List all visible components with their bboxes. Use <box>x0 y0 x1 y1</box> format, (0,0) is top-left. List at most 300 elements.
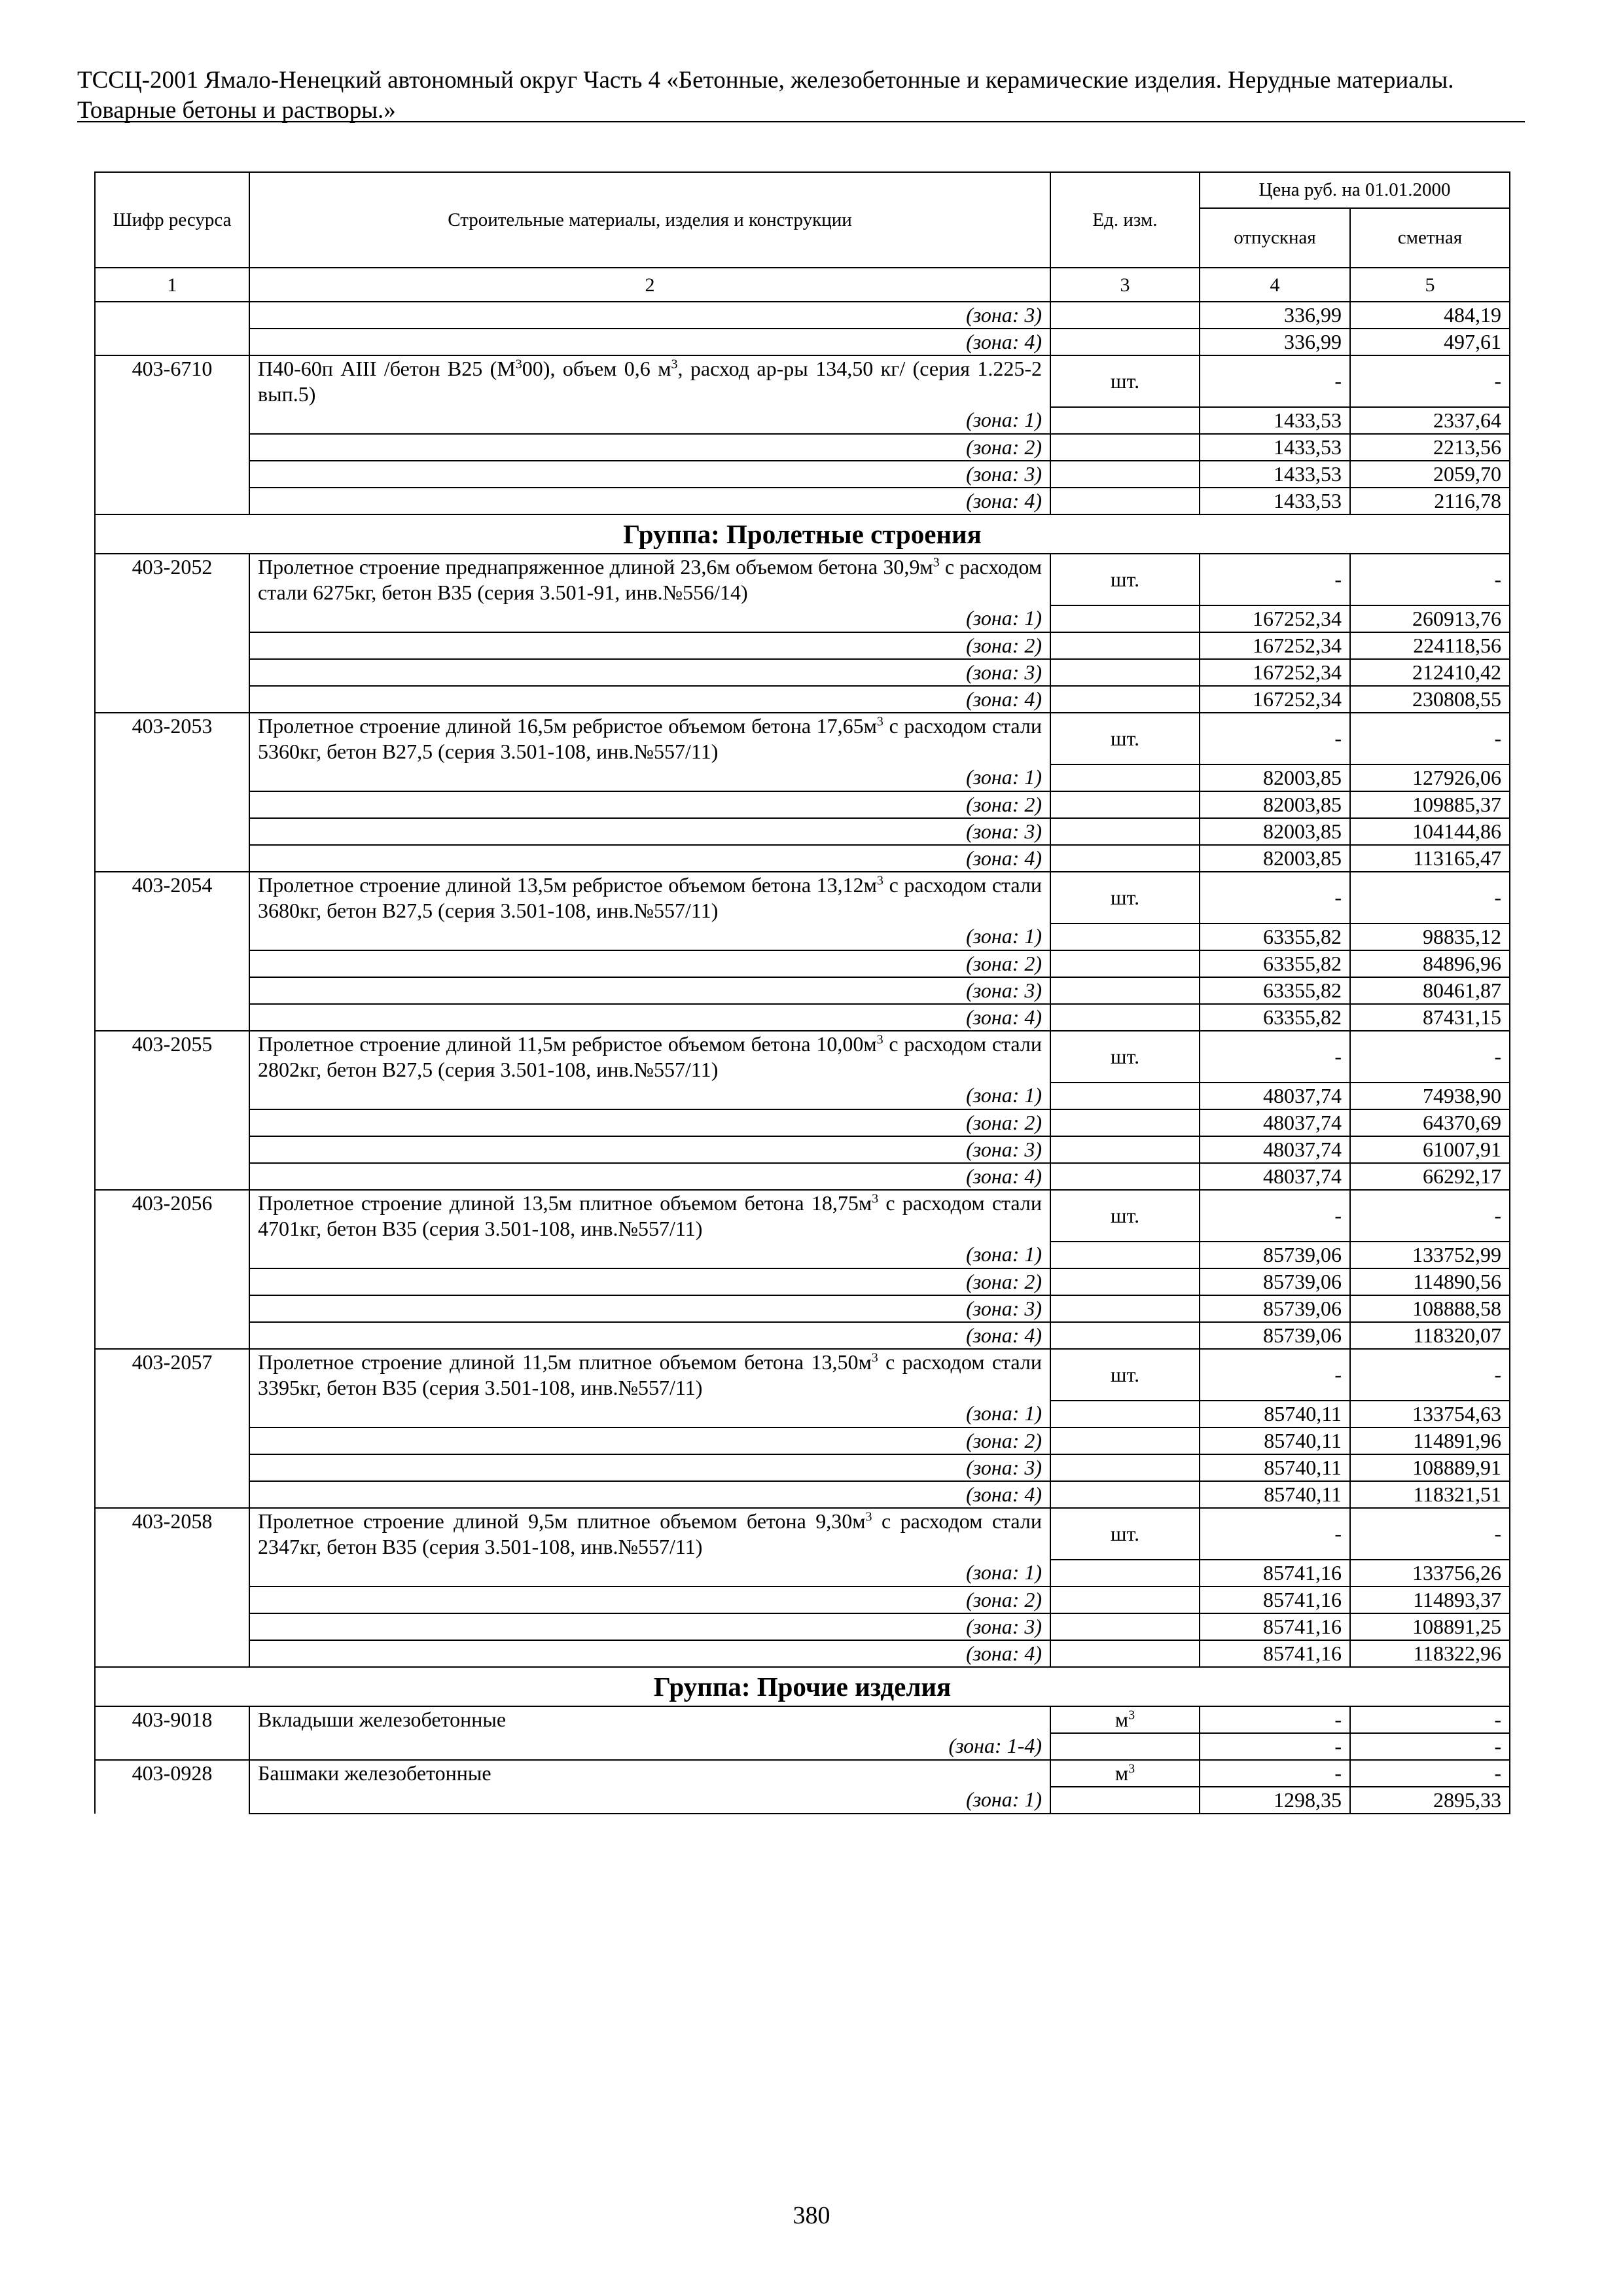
unit-cell <box>1050 554 1200 605</box>
estimate-price: 133754,63 <box>1350 1401 1510 1427</box>
header-price: Цена руб. на 01.01.2000 <box>1200 172 1510 208</box>
zone-row <box>95 791 1510 818</box>
zone-unit-cell <box>1050 1109 1200 1136</box>
resource-code: 403-2056 <box>95 1190 249 1242</box>
zone-code-cell <box>95 1560 249 1587</box>
zone-unit-cell <box>1050 1268 1200 1295</box>
group-title: Группа: Прочие изделия <box>95 1667 1510 1706</box>
zone-unit-cell <box>1050 329 1200 355</box>
estimate-price: 2116,78 <box>1350 488 1510 514</box>
estimate-price: 80461,87 <box>1350 977 1510 1004</box>
header-unit: Ед. изм. <box>1050 172 1200 268</box>
release-price: 85740,11 <box>1200 1401 1350 1427</box>
release-price: 85739,06 <box>1200 1242 1350 1268</box>
zone-row <box>95 1083 1510 1109</box>
zone-row <box>95 1322 1510 1349</box>
release-price: 85739,06 <box>1200 1295 1350 1322</box>
zone-unit-cell <box>1050 924 1200 950</box>
zone-code-cell <box>95 1004 249 1031</box>
estimate-price: 108889,91 <box>1350 1454 1510 1481</box>
zone-row <box>95 1109 1510 1136</box>
zone-label: (зона: 1) <box>249 924 1050 950</box>
zone-label: (зона: 4) <box>249 488 1050 514</box>
desc-superscript: 3 <box>865 1509 872 1524</box>
zone-code-cell <box>95 1733 249 1760</box>
zone-label: (зона: 1) <box>249 1560 1050 1587</box>
zone-label: (зона: 1-4) <box>249 1733 1050 1760</box>
zone-row <box>95 407 1510 434</box>
estimate-price: - <box>1350 1733 1510 1760</box>
estimate-price: 98835,12 <box>1350 924 1510 950</box>
zone-code-cell <box>95 632 249 659</box>
zone-label: (зона: 3) <box>249 977 1050 1004</box>
item-description: Вкладыши железобетонные <box>249 1706 1050 1733</box>
zone-row <box>95 1733 1510 1760</box>
zone-unit-cell <box>1050 1322 1200 1349</box>
zone-row <box>95 818 1510 845</box>
item-row <box>95 554 1510 605</box>
zone-code-cell <box>95 950 249 977</box>
item-row <box>95 1760 1510 1787</box>
release-price: 85741,16 <box>1200 1587 1350 1613</box>
zone-row <box>95 632 1510 659</box>
unit-text: м <box>1115 1708 1129 1731</box>
group-row <box>95 1667 1510 1706</box>
desc-text: с расходом стали 6275кг, бетон В35 (серия 3.501-91, инв.№556/14) <box>258 555 1042 604</box>
estimate-price: - <box>1350 1706 1510 1733</box>
zone-unit-cell <box>1050 791 1200 818</box>
release-price: 1298,35 <box>1200 1787 1350 1814</box>
item-row <box>95 1508 1510 1560</box>
zone-code-cell <box>95 329 249 355</box>
zone-unit-cell <box>1050 659 1200 686</box>
estimate-price: 230808,55 <box>1350 686 1510 713</box>
zone-code-cell <box>95 791 249 818</box>
estimate-price: 118320,07 <box>1350 1322 1510 1349</box>
estimate-price: 118321,51 <box>1350 1481 1510 1508</box>
estimate-price: 212410,42 <box>1350 659 1510 686</box>
zone-row <box>95 461 1510 488</box>
release-price: - <box>1200 1733 1350 1760</box>
resource-code: 403-2055 <box>95 1031 249 1083</box>
release-price: - <box>1200 1706 1350 1733</box>
zone-label: (зона: 4) <box>249 329 1050 355</box>
release-price: 82003,85 <box>1200 791 1350 818</box>
item-row <box>95 1706 1510 1733</box>
zone-unit-cell <box>1050 1004 1200 1031</box>
estimate-price: 497,61 <box>1350 329 1510 355</box>
zone-label: (зона: 4) <box>249 686 1050 713</box>
estimate-price: 108888,58 <box>1350 1295 1510 1322</box>
zone-code-cell <box>95 1454 249 1481</box>
resource-code: 403-2058 <box>95 1508 249 1560</box>
release-price: 63355,82 <box>1200 977 1350 1004</box>
desc-text: с расходом стали 5360кг, бетон В27,5 (серия 3.501-108, инв.№557/11) <box>258 714 1043 763</box>
zone-unit-cell <box>1050 686 1200 713</box>
zone-unit-cell <box>1050 1427 1200 1454</box>
unit-cell <box>1050 713 1200 764</box>
zone-label: (зона: 2) <box>249 1587 1050 1613</box>
estimate-price: 133756,26 <box>1350 1560 1510 1587</box>
desc-text: , расход ар-ры 134,50 кг/ (серия 1.225-2 вып.5) <box>258 357 1043 406</box>
release-price: 85740,11 <box>1200 1427 1350 1454</box>
zone-unit-cell <box>1050 1136 1200 1163</box>
resource-code: 403-9018 <box>95 1706 249 1733</box>
zone-code-cell <box>95 302 249 329</box>
estimate-price: 114891,96 <box>1350 1427 1510 1454</box>
zone-label: (зона: 3) <box>249 461 1050 488</box>
unit-superscript: 3 <box>1128 1708 1135 1723</box>
release-price: 336,99 <box>1200 302 1350 329</box>
zone-label: (зона: 1) <box>249 1787 1050 1814</box>
estimate-price: 114890,56 <box>1350 1268 1510 1295</box>
zone-unit-cell <box>1050 1640 1200 1667</box>
zone-label: (зона: 3) <box>249 1136 1050 1163</box>
unit-cell <box>1050 1508 1200 1560</box>
desc-superscript: 3 <box>871 1350 878 1365</box>
desc-text: Пролетное строение преднапряженное длиной 23,6м объемом бетона 30,9м <box>258 555 933 579</box>
estimate-price: 484,19 <box>1350 302 1510 329</box>
zone-code-cell <box>95 1322 249 1349</box>
zone-code-cell <box>95 605 249 632</box>
zone-code-cell <box>95 924 249 950</box>
zone-code-cell <box>95 1163 249 1190</box>
zone-label: (зона: 3) <box>249 1454 1050 1481</box>
document-header <box>77 65 1525 126</box>
release-price: 85740,11 <box>1200 1454 1350 1481</box>
zone-unit-cell <box>1050 764 1200 791</box>
zone-code-cell <box>95 977 249 1004</box>
release-price: 1433,53 <box>1200 434 1350 461</box>
estimate-price: 104144,86 <box>1350 818 1510 845</box>
item-row <box>95 1190 1510 1242</box>
zone-row <box>95 1242 1510 1268</box>
desc-superscript: 3 <box>933 555 940 570</box>
estimate-price: 64370,69 <box>1350 1109 1510 1136</box>
item-description <box>249 1190 1050 1242</box>
unit-text: шт. <box>1110 369 1140 393</box>
zone-code-cell <box>95 461 249 488</box>
column-number: 5 <box>1350 268 1510 302</box>
desc-text: с расходом стали 3680кг, бетон В27,5 (серия 3.501-108, инв.№557/11) <box>258 873 1043 922</box>
zone-code-cell <box>95 1136 249 1163</box>
item-description <box>249 355 1050 407</box>
desc-superscript: 3 <box>515 357 522 372</box>
desc-text: Пролетное строение длиной 11,5м ребристое объемом бетона 10,00м <box>258 1032 877 1056</box>
header-line-2: Товарные бетоны и растворы.» <box>77 97 396 124</box>
zone-label: (зона: 4) <box>249 1481 1050 1508</box>
zone-unit-cell <box>1050 1787 1200 1814</box>
header-rule <box>77 121 1525 122</box>
estimate-price: - <box>1350 554 1510 605</box>
desc-superscript: 3 <box>876 1032 883 1047</box>
zone-label: (зона: 2) <box>249 632 1050 659</box>
zone-unit-cell <box>1050 407 1200 434</box>
zone-unit-cell <box>1050 1295 1200 1322</box>
zone-row <box>95 686 1510 713</box>
zone-row <box>95 845 1510 872</box>
desc-superscript: 3 <box>876 873 883 888</box>
desc-superscript: 3 <box>671 357 678 372</box>
release-price: - <box>1200 1760 1350 1787</box>
zone-row <box>95 302 1510 329</box>
release-price: 63355,82 <box>1200 950 1350 977</box>
release-price: 1433,53 <box>1200 407 1350 434</box>
zone-unit-cell <box>1050 605 1200 632</box>
zone-unit-cell <box>1050 1454 1200 1481</box>
zone-row <box>95 1163 1510 1190</box>
estimate-price: 66292,17 <box>1350 1163 1510 1190</box>
zone-unit-cell <box>1050 845 1200 872</box>
item-row <box>95 872 1510 924</box>
estimate-price: 87431,15 <box>1350 1004 1510 1031</box>
zone-label: (зона: 2) <box>249 791 1050 818</box>
zone-row <box>95 1004 1510 1031</box>
release-price: - <box>1200 1190 1350 1242</box>
zone-row <box>95 1136 1510 1163</box>
resource-code: 403-0928 <box>95 1760 249 1787</box>
zone-label: (зона: 3) <box>249 302 1050 329</box>
zone-code-cell <box>95 488 249 514</box>
desc-superscript: 3 <box>872 1191 879 1206</box>
zone-label: (зона: 1) <box>249 605 1050 632</box>
item-description <box>249 554 1050 605</box>
group-row <box>95 514 1510 554</box>
release-price: 85741,16 <box>1200 1613 1350 1640</box>
estimate-price: 2337,64 <box>1350 407 1510 434</box>
estimate-price: 127926,06 <box>1350 764 1510 791</box>
estimate-price: 2213,56 <box>1350 434 1510 461</box>
estimate-price: 114893,37 <box>1350 1587 1510 1613</box>
zone-row <box>95 1401 1510 1427</box>
desc-text: с расходом стали 2802кг, бетон В27,5 (серия 3.501-108, инв.№557/11) <box>258 1032 1043 1081</box>
zone-label: (зона: 2) <box>249 1427 1050 1454</box>
estimate-price: 260913,76 <box>1350 605 1510 632</box>
zone-row <box>95 764 1510 791</box>
zone-code-cell <box>95 764 249 791</box>
release-price: 336,99 <box>1200 329 1350 355</box>
unit-text: шт. <box>1110 1045 1140 1068</box>
desc-text: с расходом стали 3395кг, бетон В35 (серия 3.501-108, инв.№557/11) <box>258 1350 1042 1399</box>
zone-label: (зона: 3) <box>249 659 1050 686</box>
zone-unit-cell <box>1050 1401 1200 1427</box>
zone-code-cell <box>95 1613 249 1640</box>
header-release: отпускная <box>1200 208 1350 268</box>
estimate-price: 133752,99 <box>1350 1242 1510 1268</box>
zone-unit-cell <box>1050 1733 1200 1760</box>
zone-code-cell <box>95 1787 249 1814</box>
release-price: - <box>1200 554 1350 605</box>
release-price: 85740,11 <box>1200 1481 1350 1508</box>
page-number: 380 <box>793 2202 830 2229</box>
estimate-price: 113165,47 <box>1350 845 1510 872</box>
zone-row <box>95 605 1510 632</box>
zone-unit-cell <box>1050 1560 1200 1587</box>
unit-superscript: 3 <box>1128 1761 1135 1776</box>
header-estimate: сметная <box>1350 208 1510 268</box>
item-description <box>249 872 1050 924</box>
release-price: 82003,85 <box>1200 845 1350 872</box>
zone-label: (зона: 4) <box>249 1322 1050 1349</box>
release-price: 167252,34 <box>1200 686 1350 713</box>
desc-text: Пролетное строение длиной 13,5м плитное объемом бетона 18,75м <box>258 1191 872 1215</box>
unit-cell <box>1050 1190 1200 1242</box>
header-code: Шифр ресурса <box>95 172 249 268</box>
release-price: 48037,74 <box>1200 1163 1350 1190</box>
zone-label: (зона: 4) <box>249 845 1050 872</box>
zone-label: (зона: 1) <box>249 1401 1050 1427</box>
zone-row <box>95 1427 1510 1454</box>
desc-text: Пролетное строение длиной 11,5м плитное объемом бетона 13,50м <box>258 1350 872 1374</box>
zone-row <box>95 1640 1510 1667</box>
zone-row <box>95 1268 1510 1295</box>
zone-unit-cell <box>1050 488 1200 514</box>
zone-code-cell <box>95 1401 249 1427</box>
zone-row <box>95 659 1510 686</box>
zone-code-cell <box>95 1295 249 1322</box>
desc-text: с расходом стали 4701кг, бетон В35 (серия 3.501-108, инв.№557/11) <box>258 1191 1043 1240</box>
zone-row <box>95 1587 1510 1613</box>
release-price: 85739,06 <box>1200 1268 1350 1295</box>
estimate-price: 118322,96 <box>1350 1640 1510 1667</box>
zone-code-cell <box>95 1083 249 1109</box>
unit-cell <box>1050 872 1200 924</box>
release-price: 48037,74 <box>1200 1083 1350 1109</box>
estimate-price: - <box>1350 1190 1510 1242</box>
zone-code-cell <box>95 1427 249 1454</box>
release-price: 48037,74 <box>1200 1109 1350 1136</box>
zone-label: (зона: 1) <box>249 407 1050 434</box>
unit-text: шт. <box>1110 1363 1140 1386</box>
estimate-price: 109885,37 <box>1350 791 1510 818</box>
zone-label: (зона: 3) <box>249 1295 1050 1322</box>
estimate-price: 224118,56 <box>1350 632 1510 659</box>
zone-unit-cell <box>1050 1242 1200 1268</box>
column-number: 2 <box>249 268 1050 302</box>
zone-unit-cell <box>1050 950 1200 977</box>
zone-label: (зона: 4) <box>249 1163 1050 1190</box>
release-price: 48037,74 <box>1200 1136 1350 1163</box>
zone-code-cell <box>95 1640 249 1667</box>
zone-label: (зона: 4) <box>249 1004 1050 1031</box>
unit-cell <box>1050 1760 1200 1787</box>
release-price: 1433,53 <box>1200 488 1350 514</box>
release-price: - <box>1200 1031 1350 1083</box>
zone-unit-cell <box>1050 1613 1200 1640</box>
estimate-price: - <box>1350 872 1510 924</box>
release-price: 85739,06 <box>1200 1322 1350 1349</box>
unit-cell <box>1050 1706 1200 1733</box>
estimate-price: 2059,70 <box>1350 461 1510 488</box>
estimate-price: - <box>1350 713 1510 764</box>
estimate-price: - <box>1350 355 1510 407</box>
release-price: 82003,85 <box>1200 818 1350 845</box>
zone-row <box>95 1454 1510 1481</box>
estimate-price: 74938,90 <box>1350 1083 1510 1109</box>
resource-code: 403-2054 <box>95 872 249 924</box>
zone-unit-cell <box>1050 818 1200 845</box>
resource-code: 403-6710 <box>95 355 249 407</box>
estimate-price: 108891,25 <box>1350 1613 1510 1640</box>
unit-cell <box>1050 1349 1200 1401</box>
zone-code-cell <box>95 407 249 434</box>
zone-code-cell <box>95 1268 249 1295</box>
zone-row <box>95 924 1510 950</box>
zone-label: (зона: 3) <box>249 818 1050 845</box>
column-number: 3 <box>1050 268 1200 302</box>
zone-code-cell <box>95 659 249 686</box>
release-price: - <box>1200 1508 1350 1560</box>
group-title: Группа: Пролетные строения <box>95 514 1510 554</box>
release-price: 1433,53 <box>1200 461 1350 488</box>
resource-code: 403-2057 <box>95 1349 249 1401</box>
column-number: 1 <box>95 268 249 302</box>
estimate-price: - <box>1350 1031 1510 1083</box>
unit-text: м <box>1115 1761 1129 1785</box>
zone-row <box>95 329 1510 355</box>
desc-text: Пролетное строение длиной 13,5м ребристое объемом бетона 13,12м <box>258 873 877 897</box>
zone-code-cell <box>95 845 249 872</box>
zone-label: (зона: 3) <box>249 1613 1050 1640</box>
resource-code: 403-2053 <box>95 713 249 764</box>
item-row <box>95 355 1510 407</box>
zone-code-cell <box>95 1481 249 1508</box>
zone-code-cell <box>95 434 249 461</box>
desc-text: Пролетное строение длиной 16,5м ребристое объемом бетона 17,65м <box>258 714 877 738</box>
unit-cell <box>1050 355 1200 407</box>
release-price: 85741,16 <box>1200 1560 1350 1587</box>
unit-text: шт. <box>1110 567 1140 591</box>
zone-row <box>95 1560 1510 1587</box>
unit-text: шт. <box>1110 886 1140 909</box>
zone-row <box>95 434 1510 461</box>
desc-text: П40-60п АIII /бетон В25 (М <box>258 357 516 380</box>
release-price: 85741,16 <box>1200 1640 1350 1667</box>
release-price: 63355,82 <box>1200 1004 1350 1031</box>
zone-code-cell <box>95 1109 249 1136</box>
zone-row <box>95 488 1510 514</box>
item-description <box>249 1031 1050 1083</box>
zone-unit-cell <box>1050 1587 1200 1613</box>
header-line-1: ТССЦ-2001 Ямало-Ненецкий автономный округ Часть 4 «Бетонные, железобетонные и керамические изделия. Нерудные материалы. <box>77 67 1454 94</box>
zone-label: (зона: 1) <box>249 1242 1050 1268</box>
zone-unit-cell <box>1050 302 1200 329</box>
zone-code-cell <box>95 818 249 845</box>
item-description <box>249 1508 1050 1560</box>
zone-unit-cell <box>1050 1163 1200 1190</box>
estimate-price: 84896,96 <box>1350 950 1510 977</box>
zone-unit-cell <box>1050 1481 1200 1508</box>
unit-text: шт. <box>1110 1522 1140 1545</box>
item-row <box>95 1031 1510 1083</box>
estimate-price: - <box>1350 1760 1510 1787</box>
zone-unit-cell <box>1050 434 1200 461</box>
zone-row <box>95 977 1510 1004</box>
zone-code-cell <box>95 686 249 713</box>
estimate-price: 2895,33 <box>1350 1787 1510 1814</box>
table-body <box>95 302 1510 1814</box>
estimate-price: 61007,91 <box>1350 1136 1510 1163</box>
resource-code: 403-2052 <box>95 554 249 605</box>
unit-text: шт. <box>1110 1204 1140 1227</box>
price-table <box>94 171 1510 1814</box>
zone-unit-cell <box>1050 461 1200 488</box>
release-price: 167252,34 <box>1200 659 1350 686</box>
desc-text: с расходом стали 2347кг, бетон В35 (серия 3.501-108, инв.№557/11) <box>258 1509 1043 1558</box>
zone-label: (зона: 4) <box>249 1640 1050 1667</box>
item-description: Башмаки железобетонные <box>249 1760 1050 1787</box>
zone-label: (зона: 2) <box>249 1109 1050 1136</box>
